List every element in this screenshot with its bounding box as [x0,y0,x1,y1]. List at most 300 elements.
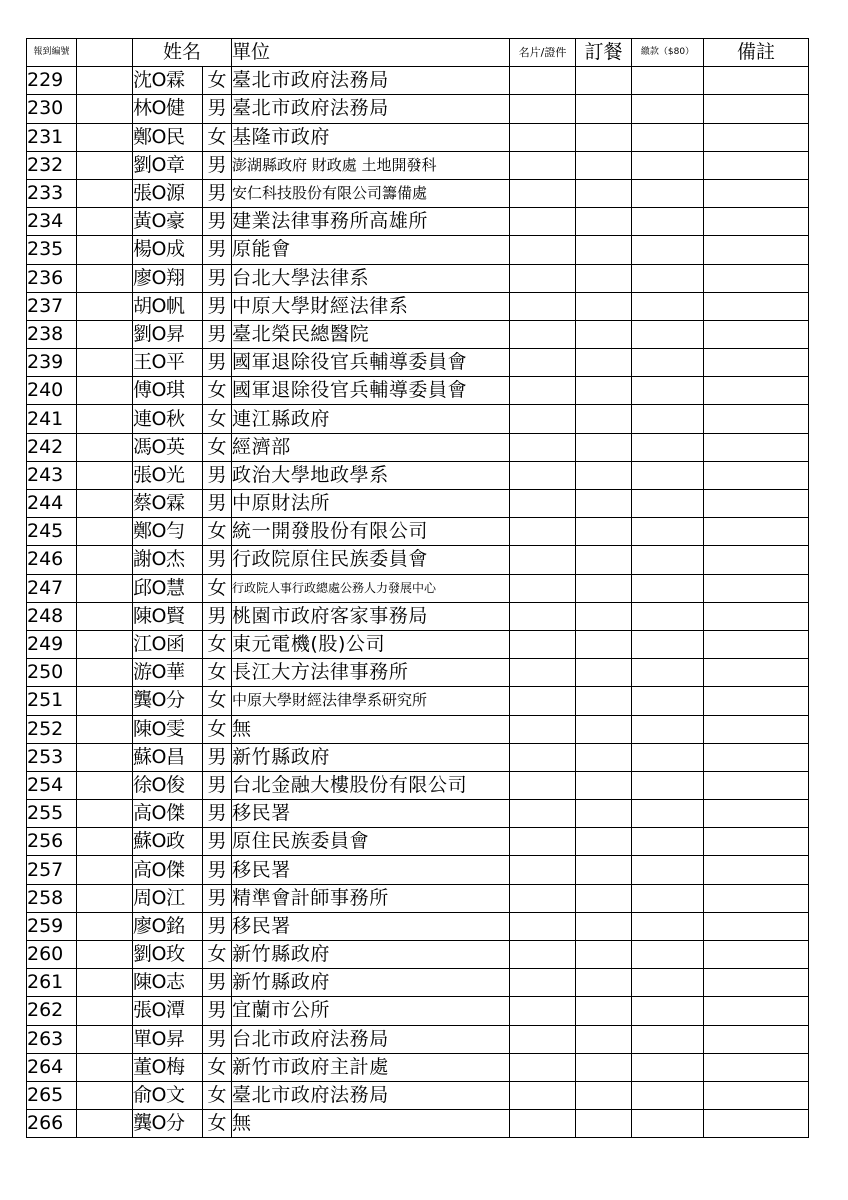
row-gender: 男 [203,743,232,771]
row-gender: 女 [203,1081,232,1109]
header-meal: 訂餐 [576,39,632,67]
row-card-check [510,320,576,348]
row-unit: 移民署 [232,856,510,884]
row-card-check [510,997,576,1025]
row-id: 245 [27,518,77,546]
row-note [704,997,809,1025]
row-unit: 精準會計師事務所 [232,884,510,912]
table-row [27,518,809,546]
row-gender: 男 [203,884,232,912]
table-row [27,264,809,292]
row-id: 246 [27,546,77,574]
row-meal-check [576,320,632,348]
table-row [27,743,809,771]
row-unit: 東元電機(股)公司 [232,630,510,658]
row-blank [77,208,133,236]
row-name: 陳O雯 [133,715,203,743]
row-unit: 臺北市政府法務局 [232,1081,510,1109]
row-fee-check [632,715,704,743]
row-gender: 女 [203,377,232,405]
row-unit: 長江大方法律事務所 [232,659,510,687]
row-fee-check [632,969,704,997]
row-id: 244 [27,490,77,518]
row-fee-check [632,743,704,771]
row-unit: 國軍退除役官兵輔導委員會 [232,349,510,377]
row-fee-check [632,377,704,405]
row-blank [77,884,133,912]
row-fee-check [632,574,704,602]
row-id: 230 [27,95,77,123]
row-blank [77,687,133,715]
row-meal-check [576,377,632,405]
row-gender: 女 [203,123,232,151]
row-name: 陳O志 [133,969,203,997]
row-gender: 女 [203,630,232,658]
row-meal-check [576,236,632,264]
table-row [27,405,809,433]
row-blank [77,490,133,518]
row-card-check [510,490,576,518]
row-card-check [510,828,576,856]
row-name: 鄭O勻 [133,518,203,546]
row-note [704,1053,809,1081]
row-name: 沈O霖 [133,67,203,95]
row-name: 馮O英 [133,433,203,461]
row-fee-check [632,95,704,123]
table-row [27,236,809,264]
row-id: 242 [27,433,77,461]
row-blank [77,292,133,320]
row-gender: 男 [203,292,232,320]
row-id: 232 [27,151,77,179]
row-meal-check [576,461,632,489]
row-card-check [510,461,576,489]
row-note [704,602,809,630]
row-name: 張O潭 [133,997,203,1025]
row-note [704,405,809,433]
row-name: 劉O章 [133,151,203,179]
row-name: 江O函 [133,630,203,658]
row-unit: 行政院人事行政總處公務人力發展中心 [232,574,510,602]
row-fee-check [632,67,704,95]
row-fee-check [632,997,704,1025]
header-card: 名片/證件 [510,39,576,67]
row-card-check [510,912,576,940]
row-unit: 政治大學地政學系 [232,461,510,489]
row-meal-check [576,856,632,884]
row-unit: 新竹市政府主計處 [232,1053,510,1081]
row-note [704,828,809,856]
row-card-check [510,659,576,687]
row-blank [77,433,133,461]
row-name: 龔O分 [133,687,203,715]
row-blank [77,912,133,940]
row-blank [77,771,133,799]
row-card-check [510,151,576,179]
row-note [704,264,809,292]
row-gender: 男 [203,349,232,377]
row-blank [77,377,133,405]
row-fee-check [632,856,704,884]
row-card-check [510,236,576,264]
row-id: 250 [27,659,77,687]
row-blank [77,123,133,151]
table-row [27,997,809,1025]
table-row [27,433,809,461]
row-note [704,659,809,687]
row-unit: 經濟部 [232,433,510,461]
row-unit: 新竹縣政府 [232,969,510,997]
row-meal-check [576,405,632,433]
table-row [27,687,809,715]
row-id: 259 [27,912,77,940]
row-fee-check [632,236,704,264]
row-name: 張O源 [133,179,203,207]
row-card-check [510,574,576,602]
row-meal-check [576,912,632,940]
table-row [27,179,809,207]
row-card-check [510,969,576,997]
table-row [27,1025,809,1053]
header-name: 姓名 [133,39,232,67]
row-note [704,1110,809,1138]
row-meal-check [576,292,632,320]
table-row [27,771,809,799]
row-name: 廖O銘 [133,912,203,940]
table-row [27,969,809,997]
row-blank [77,1081,133,1109]
table-row [27,659,809,687]
row-note [704,518,809,546]
row-blank [77,800,133,828]
row-meal-check [576,1110,632,1138]
row-name: 廖O翔 [133,264,203,292]
row-gender: 男 [203,856,232,884]
row-note [704,95,809,123]
row-fee-check [632,912,704,940]
row-gender: 男 [203,461,232,489]
row-gender: 男 [203,602,232,630]
row-gender: 女 [203,1053,232,1081]
row-meal-check [576,715,632,743]
row-id: 264 [27,1053,77,1081]
row-unit: 桃園市政府客家事務局 [232,602,510,630]
row-name: 高O傑 [133,800,203,828]
row-meal-check [576,574,632,602]
row-name: 蔡O霖 [133,490,203,518]
row-fee-check [632,602,704,630]
row-id: 252 [27,715,77,743]
table-row [27,546,809,574]
header-blank [77,39,133,67]
row-note [704,1025,809,1053]
row-id: 262 [27,997,77,1025]
row-blank [77,151,133,179]
row-meal-check [576,771,632,799]
row-meal-check [576,743,632,771]
row-id: 241 [27,405,77,433]
row-blank [77,349,133,377]
row-note [704,574,809,602]
row-name: 傅O琪 [133,377,203,405]
row-blank [77,546,133,574]
table-row [27,630,809,658]
row-card-check [510,518,576,546]
row-card-check [510,546,576,574]
row-name: 楊O成 [133,236,203,264]
table-row [27,1110,809,1138]
row-card-check [510,941,576,969]
row-fee-check [632,546,704,574]
row-fee-check [632,1110,704,1138]
row-unit: 原能會 [232,236,510,264]
row-blank [77,715,133,743]
table-row [27,941,809,969]
table-row [27,377,809,405]
row-card-check [510,602,576,630]
row-blank [77,264,133,292]
row-name: 龔O分 [133,1110,203,1138]
registration-table [26,38,809,1138]
row-gender: 男 [203,546,232,574]
row-unit: 臺北榮民總醫院 [232,320,510,348]
row-id: 248 [27,602,77,630]
row-unit: 宜蘭市公所 [232,997,510,1025]
row-meal-check [576,1081,632,1109]
row-note [704,969,809,997]
row-card-check [510,67,576,95]
row-blank [77,67,133,95]
header-unit: 單位 [232,39,510,67]
row-id: 229 [27,67,77,95]
row-unit: 中原財法所 [232,490,510,518]
row-unit: 台北大學法律系 [232,264,510,292]
row-meal-check [576,1025,632,1053]
row-blank [77,659,133,687]
row-meal-check [576,659,632,687]
row-fee-check [632,405,704,433]
row-card-check [510,715,576,743]
row-note [704,67,809,95]
row-note [704,123,809,151]
row-id: 261 [27,969,77,997]
table-row [27,715,809,743]
row-card-check [510,800,576,828]
row-name: 高O傑 [133,856,203,884]
row-gender: 男 [203,151,232,179]
row-gender: 女 [203,405,232,433]
row-card-check [510,1053,576,1081]
row-card-check [510,208,576,236]
row-note [704,884,809,912]
row-card-check [510,630,576,658]
row-fee-check [632,687,704,715]
row-fee-check [632,1081,704,1109]
row-fee-check [632,490,704,518]
row-note [704,800,809,828]
row-id: 243 [27,461,77,489]
table-row [27,490,809,518]
row-fee-check [632,630,704,658]
row-note [704,687,809,715]
row-card-check [510,1081,576,1109]
row-id: 233 [27,179,77,207]
row-meal-check [576,490,632,518]
row-name: 蘇O昌 [133,743,203,771]
row-unit: 行政院原住民族委員會 [232,546,510,574]
row-card-check [510,95,576,123]
row-id: 256 [27,828,77,856]
row-card-check [510,771,576,799]
row-meal-check [576,518,632,546]
table-body [27,67,809,1138]
row-name: 邱O慧 [133,574,203,602]
row-gender: 男 [203,95,232,123]
row-meal-check [576,264,632,292]
row-name: 陳O賢 [133,602,203,630]
row-fee-check [632,800,704,828]
row-note [704,771,809,799]
row-meal-check [576,800,632,828]
row-card-check [510,292,576,320]
row-id: 249 [27,630,77,658]
row-meal-check [576,884,632,912]
row-name: 徐O俊 [133,771,203,799]
table-row [27,292,809,320]
row-meal-check [576,433,632,461]
row-meal-check [576,602,632,630]
row-blank [77,1025,133,1053]
row-unit: 中原大學財經法律學系研究所 [232,687,510,715]
row-meal-check [576,687,632,715]
row-card-check [510,687,576,715]
row-id: 260 [27,941,77,969]
row-blank [77,856,133,884]
table-row [27,884,809,912]
row-unit: 新竹縣政府 [232,743,510,771]
row-gender: 女 [203,574,232,602]
row-meal-check [576,997,632,1025]
row-blank [77,1053,133,1081]
row-fee-check [632,884,704,912]
row-unit: 統一開發股份有限公司 [232,518,510,546]
row-card-check [510,743,576,771]
row-id: 234 [27,208,77,236]
row-id: 239 [27,349,77,377]
row-blank [77,461,133,489]
row-name: 張O光 [133,461,203,489]
row-card-check [510,1025,576,1053]
table-row [27,67,809,95]
row-name: 林O健 [133,95,203,123]
row-name: 連O秋 [133,405,203,433]
table-row [27,349,809,377]
row-meal-check [576,546,632,574]
row-meal-check [576,67,632,95]
row-note [704,546,809,574]
row-blank [77,630,133,658]
row-name: 游O華 [133,659,203,687]
row-gender: 男 [203,179,232,207]
row-gender: 男 [203,828,232,856]
row-unit: 無 [232,1110,510,1138]
row-name: 劉O玫 [133,941,203,969]
row-fee-check [632,828,704,856]
row-unit: 原住民族委員會 [232,828,510,856]
row-note [704,208,809,236]
row-meal-check [576,95,632,123]
row-meal-check [576,151,632,179]
row-id: 247 [27,574,77,602]
row-meal-check [576,349,632,377]
row-fee-check [632,179,704,207]
row-blank [77,405,133,433]
row-gender: 女 [203,518,232,546]
row-unit: 新竹縣政府 [232,941,510,969]
row-note [704,630,809,658]
row-note [704,349,809,377]
row-meal-check [576,630,632,658]
row-blank [77,518,133,546]
row-unit: 臺北市政府法務局 [232,67,510,95]
row-unit: 基隆市政府 [232,123,510,151]
row-meal-check [576,1053,632,1081]
row-blank [77,602,133,630]
row-id: 238 [27,320,77,348]
row-unit: 無 [232,715,510,743]
row-id: 240 [27,377,77,405]
table-row [27,461,809,489]
row-note [704,1081,809,1109]
row-note [704,151,809,179]
row-fee-check [632,123,704,151]
header-row [27,39,809,67]
row-blank [77,1110,133,1138]
row-id: 235 [27,236,77,264]
row-unit: 台北金融大樓股份有限公司 [232,771,510,799]
table-row [27,602,809,630]
row-unit: 澎湖縣政府 財政處 土地開發科 [232,151,510,179]
row-card-check [510,377,576,405]
row-name: 劉O昇 [133,320,203,348]
row-fee-check [632,771,704,799]
row-meal-check [576,123,632,151]
row-note [704,377,809,405]
table-row [27,856,809,884]
row-name: 俞O文 [133,1081,203,1109]
row-card-check [510,179,576,207]
header-id: 報到編號 [27,39,77,67]
row-name: 王O平 [133,349,203,377]
row-fee-check [632,941,704,969]
row-gender: 女 [203,433,232,461]
table-row [27,828,809,856]
row-blank [77,574,133,602]
row-id: 263 [27,1025,77,1053]
row-gender: 女 [203,715,232,743]
row-fee-check [632,1025,704,1053]
table-row [27,320,809,348]
row-id: 237 [27,292,77,320]
row-card-check [510,884,576,912]
row-blank [77,997,133,1025]
row-gender: 男 [203,264,232,292]
row-id: 254 [27,771,77,799]
row-id: 257 [27,856,77,884]
table-row [27,574,809,602]
row-blank [77,320,133,348]
row-blank [77,828,133,856]
